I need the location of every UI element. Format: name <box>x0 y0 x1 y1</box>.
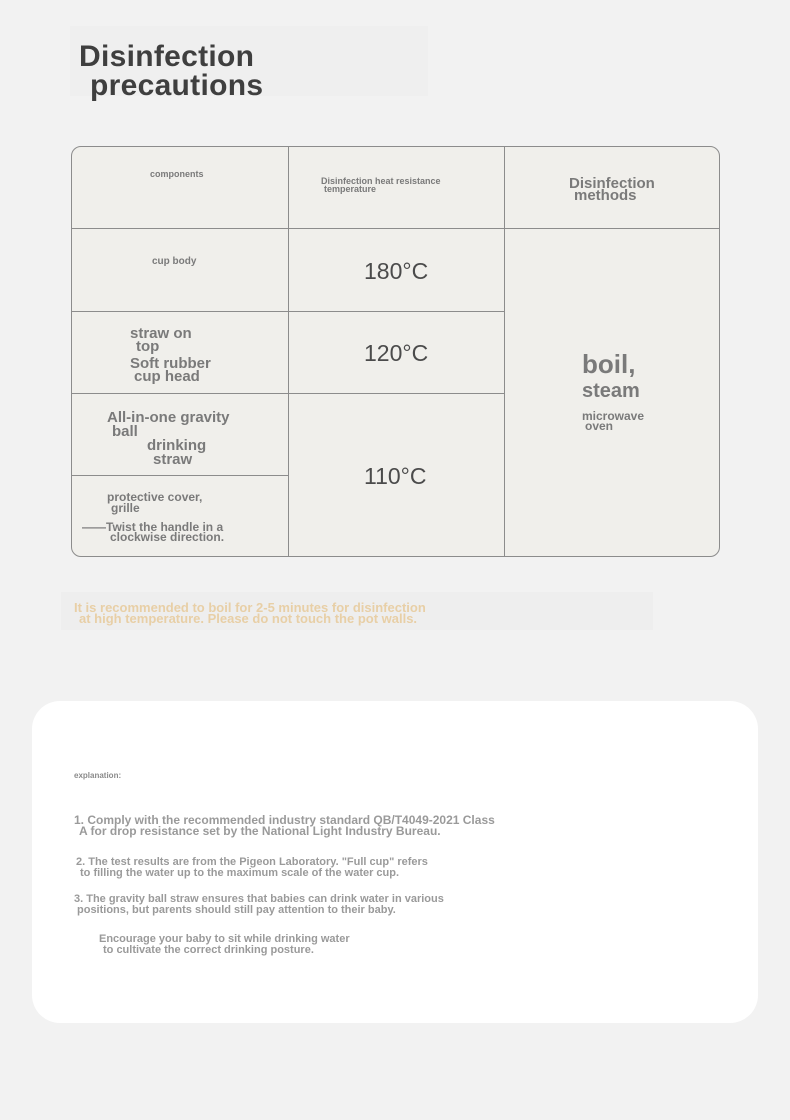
disinfection-table <box>71 146 720 557</box>
temperature-180: 180°C <box>364 258 429 284</box>
column-divider <box>288 147 289 556</box>
note-1 <box>74 815 495 837</box>
method-boil: boil, <box>582 349 636 379</box>
component-gravity-ball-straw <box>107 411 230 467</box>
twist-handle-instruction <box>82 522 224 542</box>
column-divider <box>504 147 505 556</box>
header-methods-line-1: Disinfection <box>569 175 655 192</box>
component-straw-and-rubber-head <box>130 327 211 383</box>
instruction-line: ——Twist the handle in a <box>82 520 224 534</box>
row-divider <box>72 311 504 312</box>
note-line: Encourage your baby to sit while drinking water <box>99 933 350 945</box>
component-line: drinking <box>147 437 207 454</box>
component-line: top <box>136 338 160 355</box>
component-line: protective cover, <box>107 490 203 504</box>
instruction-line: clockwise direction. <box>110 530 225 544</box>
temperature-120: 120°C <box>364 340 429 366</box>
header-temperature-line-2: temperature <box>324 184 377 194</box>
title-line-1: Disinfection <box>79 40 255 73</box>
note-line: to filling the water up to the maximum scale of the water cup. <box>80 867 400 879</box>
tip-line-2: at high temperature. Please do not touch the pot walls. <box>79 611 418 626</box>
method-line: microwave <box>582 409 645 423</box>
row-divider <box>72 228 719 229</box>
note-line: 1. Comply with the recommended industry standard QB/T4049-2021 Class <box>74 813 495 827</box>
method-steam: steam <box>582 380 640 402</box>
boil-recommendation <box>74 602 426 624</box>
component-line: grille <box>111 501 140 515</box>
component-line: cup head <box>134 368 200 385</box>
component-line: straw <box>153 451 193 468</box>
header-components: components <box>150 169 204 179</box>
page-title <box>79 42 263 100</box>
title-line-2: precautions <box>90 69 264 102</box>
note-line: positions, but parents should still pay attention to their baby. <box>77 904 396 916</box>
note-2 <box>76 857 428 879</box>
explanation-label: explanation: <box>74 771 122 780</box>
method-line: oven <box>585 419 614 433</box>
note-line: 3. The gravity ball straw ensures that babies can drink water in various <box>74 893 444 905</box>
header-temperature <box>321 177 441 193</box>
component-cup-body: cup body <box>152 256 197 267</box>
row-divider <box>72 475 288 476</box>
component-protective-cover <box>107 492 202 514</box>
temperature-110: 110°C <box>364 463 427 489</box>
header-methods-line-2: methods <box>574 187 637 204</box>
component-line: All-in-one gravity <box>107 409 230 426</box>
header-temperature-line-1: Disinfection heat resistance <box>321 176 441 186</box>
component-line: Soft rubber <box>130 355 211 372</box>
note-posture <box>99 934 350 956</box>
row-divider <box>72 393 504 394</box>
component-line: ball <box>112 423 138 440</box>
note-3 <box>74 894 444 916</box>
header-methods <box>569 175 655 204</box>
component-line: straw on <box>130 325 192 342</box>
method-microwave-oven <box>582 411 644 431</box>
note-line: 2. The test results are from the Pigeon Laboratory. "Full cup" refers <box>76 856 428 868</box>
note-line: to cultivate the correct drinking posture. <box>103 944 314 956</box>
note-line: A for drop resistance set by the National Light Industry Bureau. <box>79 824 441 838</box>
tip-line-1: It is recommended to boil for 2-5 minutes for disinfection <box>74 600 426 615</box>
